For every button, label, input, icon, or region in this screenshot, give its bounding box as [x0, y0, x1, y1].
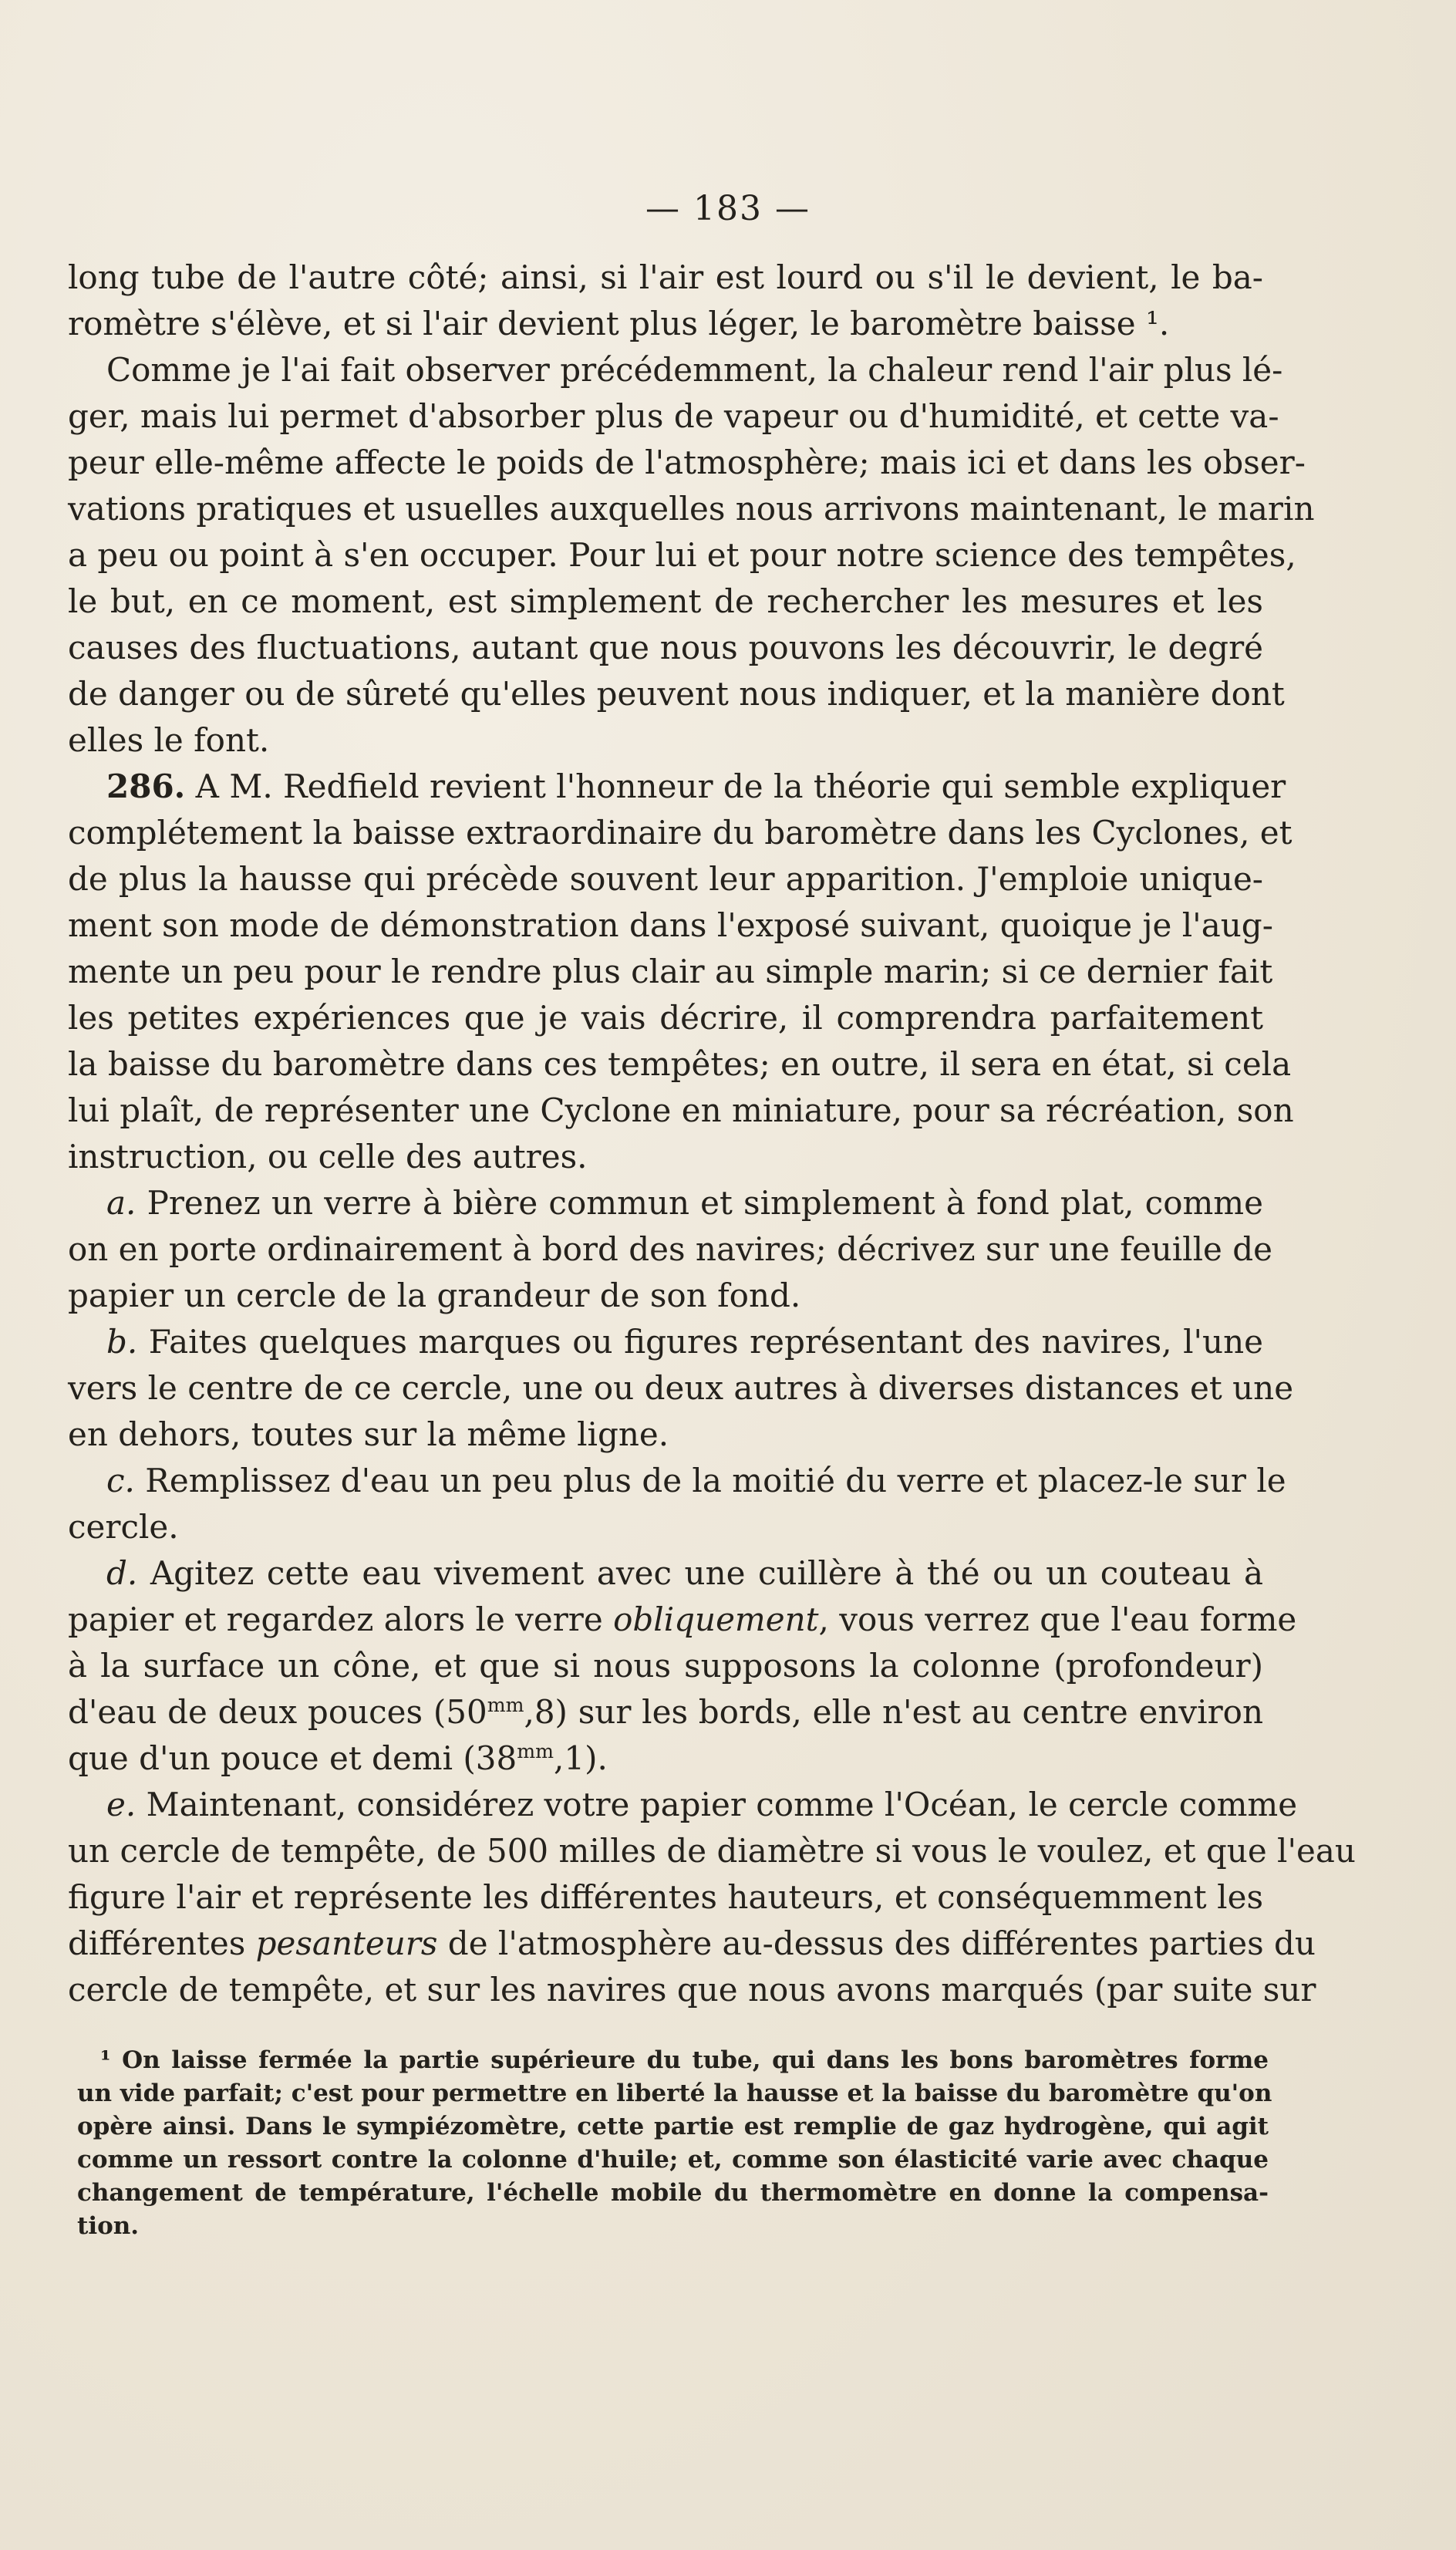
- text-span: de l'atmosphère au-dessus des différentes parties du: [437, 1924, 1316, 1962]
- text-line: a peu ou point à s'en occuper. Pour lui et pour notre science des tempêtes,: [68, 536, 1296, 574]
- text-line: cercle.: [68, 1508, 179, 1546]
- main-text: [68, 255, 1356, 2013]
- text-line: papier un cercle de la grandeur de son fond.: [68, 1277, 801, 1314]
- text-span: Agitez cette eau vivement avec une cuillère à thé ou un couteau à: [150, 1554, 1263, 1592]
- footnote: [77, 2044, 1272, 2243]
- text-line: un cercle de tempête, de 500 milles de diamètre si vous le voulez, et que l'eau: [68, 1832, 1356, 1870]
- text-line: le but, en ce moment, est simplement de rechercher les mesures et les: [68, 582, 1263, 620]
- text-span: A M. Redfield revient l'honneur de la théorie qui semble expliquer: [195, 767, 1286, 805]
- text-span: papier et regardez alors le verre: [68, 1600, 614, 1638]
- superscript: mm: [487, 1694, 524, 1716]
- text-span: différentes: [68, 1924, 256, 1962]
- text-line: elles le font.: [68, 721, 270, 759]
- text-line: [68, 1319, 1263, 1365]
- text-line: [68, 1735, 1263, 1782]
- text-line: [68, 1550, 1263, 1597]
- text-line: vers le centre de ce cercle, une ou deux autres à diverses distances et une: [68, 1369, 1294, 1407]
- emphasis: obliquement: [613, 1600, 819, 1638]
- text-line: romètre s'élève, et si l'air devient plus léger, le baromètre baisse ¹.: [68, 305, 1170, 342]
- text-span: , vous verrez que l'eau forme: [818, 1600, 1297, 1638]
- text-span: d'eau de deux pouces (50: [68, 1693, 487, 1731]
- text-line: on en porte ordinairement à bord des navires; décrivez sur une feuille de: [68, 1230, 1272, 1268]
- text-line: la baisse du baromètre dans ces tempêtes; en outre, il sera en état, si cela: [68, 1045, 1292, 1083]
- item-letter: c.: [106, 1462, 135, 1499]
- text-span: Maintenant, considérez votre papier comme l'Océan, le cercle comme: [146, 1786, 1298, 1823]
- text-span: Remplissez d'eau un peu plus de la moitié du verre et placez-le sur le: [145, 1462, 1286, 1499]
- text-line: en dehors, toutes sur la même ligne.: [68, 1415, 669, 1453]
- text-line: de danger ou de sûreté qu'elles peuvent nous indiquer, et la manière dont: [68, 675, 1285, 713]
- text-line: [68, 1597, 1297, 1643]
- text-line: long tube de l'autre côté; ainsi, si l'air est lourd ou s'il le devient, le ba-: [68, 258, 1263, 296]
- text-line: mente un peu pour le rendre plus clair au simple marin; si ce dernier fait: [68, 953, 1273, 990]
- text-line: instruction, ou celle des autres.: [68, 1138, 588, 1175]
- item-letter: d.: [106, 1554, 138, 1592]
- page-number: — 183 —: [645, 189, 811, 228]
- item-letter: e.: [106, 1786, 136, 1823]
- superscript: mm: [517, 1740, 554, 1762]
- paragraph-number: 286.: [106, 767, 186, 805]
- text-line: peur elle-même affecte le poids de l'atmosphère; mais ici et dans les obser-: [68, 444, 1306, 481]
- text-line: complétement la baisse extraordinaire du baromètre dans les Cyclones, et: [68, 814, 1293, 852]
- text-line: ger, mais lui permet d'absorber plus de vapeur ou d'humidité, et cette va-: [68, 397, 1279, 435]
- text-span: ,8) sur les bords, elle n'est au centre environ: [524, 1693, 1264, 1731]
- text-line: [68, 1782, 1298, 1828]
- footnote-line: opère ainsi. Dans le sympiézomètre, cette partie est remplie de gaz hydrogène, qui agit: [77, 2113, 1269, 2140]
- footnote-line: un vide parfait; c'est pour permettre en liberté la hausse et la baisse du baromètre qu'on: [77, 2079, 1272, 2107]
- footnote-line: comme un ressort contre la colonne d'huile; et, comme son élasticité varie avec chaque: [77, 2146, 1269, 2174]
- text-span: que d'un pouce et demi (38: [68, 1739, 517, 1777]
- emphasis: pesanteurs: [255, 1924, 438, 1962]
- text-span: Prenez un verre à bière commun et simplement à fond plat, comme: [147, 1184, 1263, 1222]
- footnote-line: tion.: [77, 2212, 140, 2240]
- text-line: Comme je l'ai fait observer précédemment, la chaleur rend l'air plus lé-: [106, 351, 1283, 389]
- text-span: ,1).: [554, 1739, 608, 1777]
- text-line: vations pratiques et usuelles auxquelles nous arrivons maintenant, le marin: [68, 490, 1315, 528]
- text-line: de plus la hausse qui précède souvent leur apparition. J'emploie unique-: [68, 860, 1263, 898]
- text-line: [68, 1921, 1316, 1967]
- text-line: [68, 1180, 1263, 1226]
- text-line: à la surface un cône, et que si nous supposons la colonne (profondeur): [68, 1647, 1263, 1685]
- footnote-line: ¹ On laisse fermée la partie supérieure du tube, qui dans les bons baromètres forme: [100, 2046, 1269, 2074]
- text-line: les petites expériences que je vais décrire, il comprendra parfaitement: [68, 999, 1263, 1037]
- item-letter: b.: [106, 1323, 138, 1361]
- footnote-line: changement de température, l'échelle mobile du thermomètre en donne la compensa-: [77, 2179, 1269, 2207]
- text-line: [68, 764, 1286, 810]
- item-letter: a.: [106, 1184, 136, 1222]
- text-line: causes des fluctuations, autant que nous pouvons les découvrir, le degré: [68, 629, 1263, 666]
- text-line: lui plaît, de représenter une Cyclone en miniature, pour sa récréation, son: [68, 1091, 1294, 1129]
- text-line: ment son mode de démonstration dans l'exposé suivant, quoique je l'aug-: [68, 906, 1273, 944]
- text-line: [68, 1689, 1263, 1735]
- text-span: Faites quelques marques ou figures représentant des navires, l'une: [148, 1323, 1263, 1361]
- text-line: [68, 1458, 1286, 1504]
- text-line: figure l'air et représente les différentes hauteurs, et conséquemment les: [68, 1878, 1263, 1916]
- text-line: cercle de tempête, et sur les navires que nous avons marqués (par suite sur: [68, 1971, 1316, 2009]
